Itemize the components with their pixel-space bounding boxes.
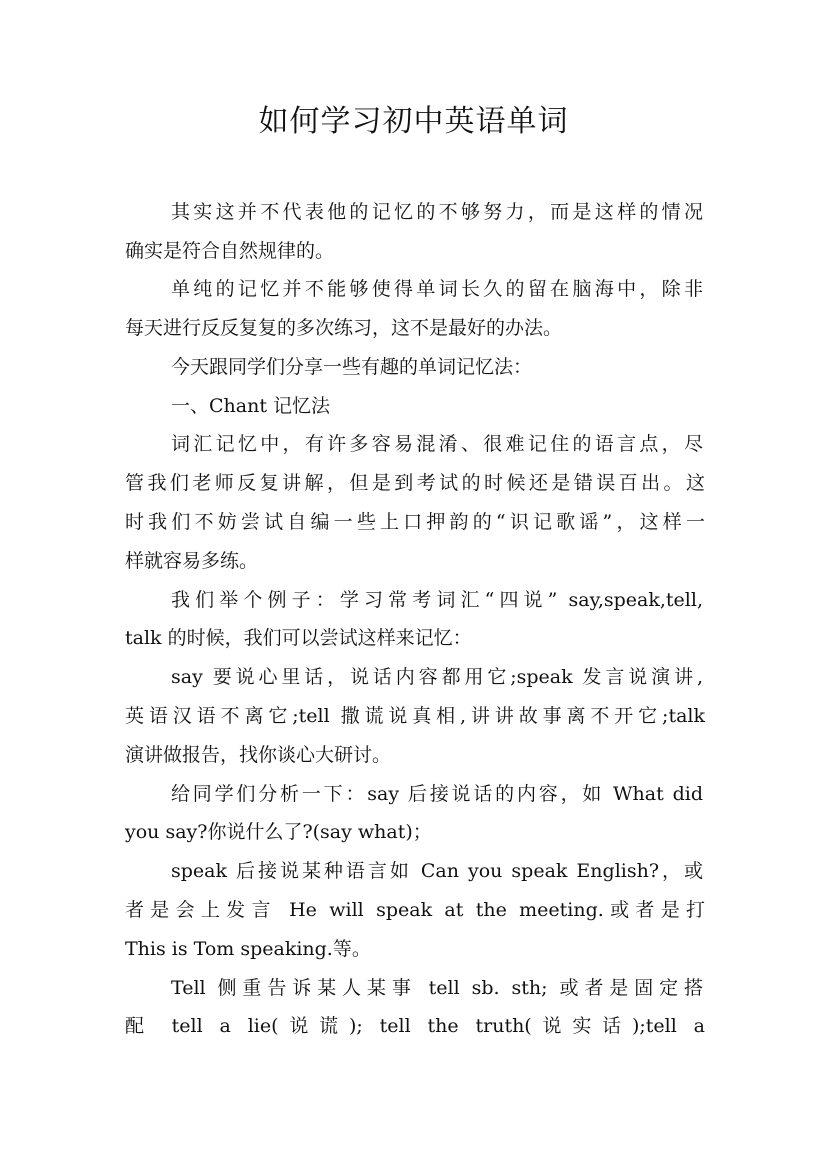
text-line: say 要说心里话，说话内容都用它;speak 发言说演讲, bbox=[171, 666, 703, 688]
text-line: speak 后接说某种语言如 Can you speak English?，或 bbox=[171, 860, 703, 882]
text-line: 样就容易多练。 bbox=[125, 550, 259, 572]
text-line: 确实是符合自然规律的。 bbox=[125, 240, 335, 262]
text-line: 我们举个例子：学习常考词汇“四说” say,speak,tell, bbox=[171, 589, 703, 611]
text-line: 演讲做报告，找你谈心大研讨。 bbox=[125, 744, 392, 766]
text-line: 今天跟同学们分享一些有趣的单词记忆法： bbox=[171, 356, 533, 378]
text-line: This is Tom speaking.等。 bbox=[125, 938, 371, 960]
text-line: 每天进行反反复复的多次练习，这不是最好的办法。 bbox=[125, 317, 563, 339]
text-line: you say?你说什么了?(say what)； bbox=[125, 821, 432, 843]
text-line: 配 tell a lie(说谎); tell the truth(说实话);tell a bbox=[125, 1015, 705, 1037]
text-line: 给同学们分析一下：say 后接说话的内容，如 What did bbox=[171, 783, 703, 805]
text-line: 者是会上发言 He will speak at the meeting.或者是打 bbox=[125, 899, 705, 921]
text-line: 单纯的记忆并不能够使得单词长久的留在脑海中，除非 bbox=[171, 278, 703, 300]
text-line: 管我们老师反复讲解，但是到考试的时候还是错误百出。这 bbox=[125, 472, 705, 494]
text-line: 时我们不妨尝试自编一些上口押韵的“识记歌谣”，这样一 bbox=[125, 511, 705, 533]
text-line: talk 的时候，我们可以尝试这样来记忆： bbox=[125, 627, 472, 649]
text-line: Tell 侧重告诉某人某事 tell sb. sth; 或者是固定搭 bbox=[171, 977, 703, 999]
text-line: 其实这并不代表他的记忆的不够努力，而是这样的情况 bbox=[171, 201, 703, 223]
document-title: 如何学习初中英语单词 bbox=[258, 104, 569, 139]
text-line: 英语汉语不离它;tell 撒谎说真相,讲讲故事离不开它;talk bbox=[125, 705, 705, 727]
text-line: 词汇记忆中，有许多容易混淆、很难记住的语言点，尽 bbox=[171, 433, 703, 455]
section-heading: 一、Chant 记忆法 bbox=[171, 395, 331, 417]
